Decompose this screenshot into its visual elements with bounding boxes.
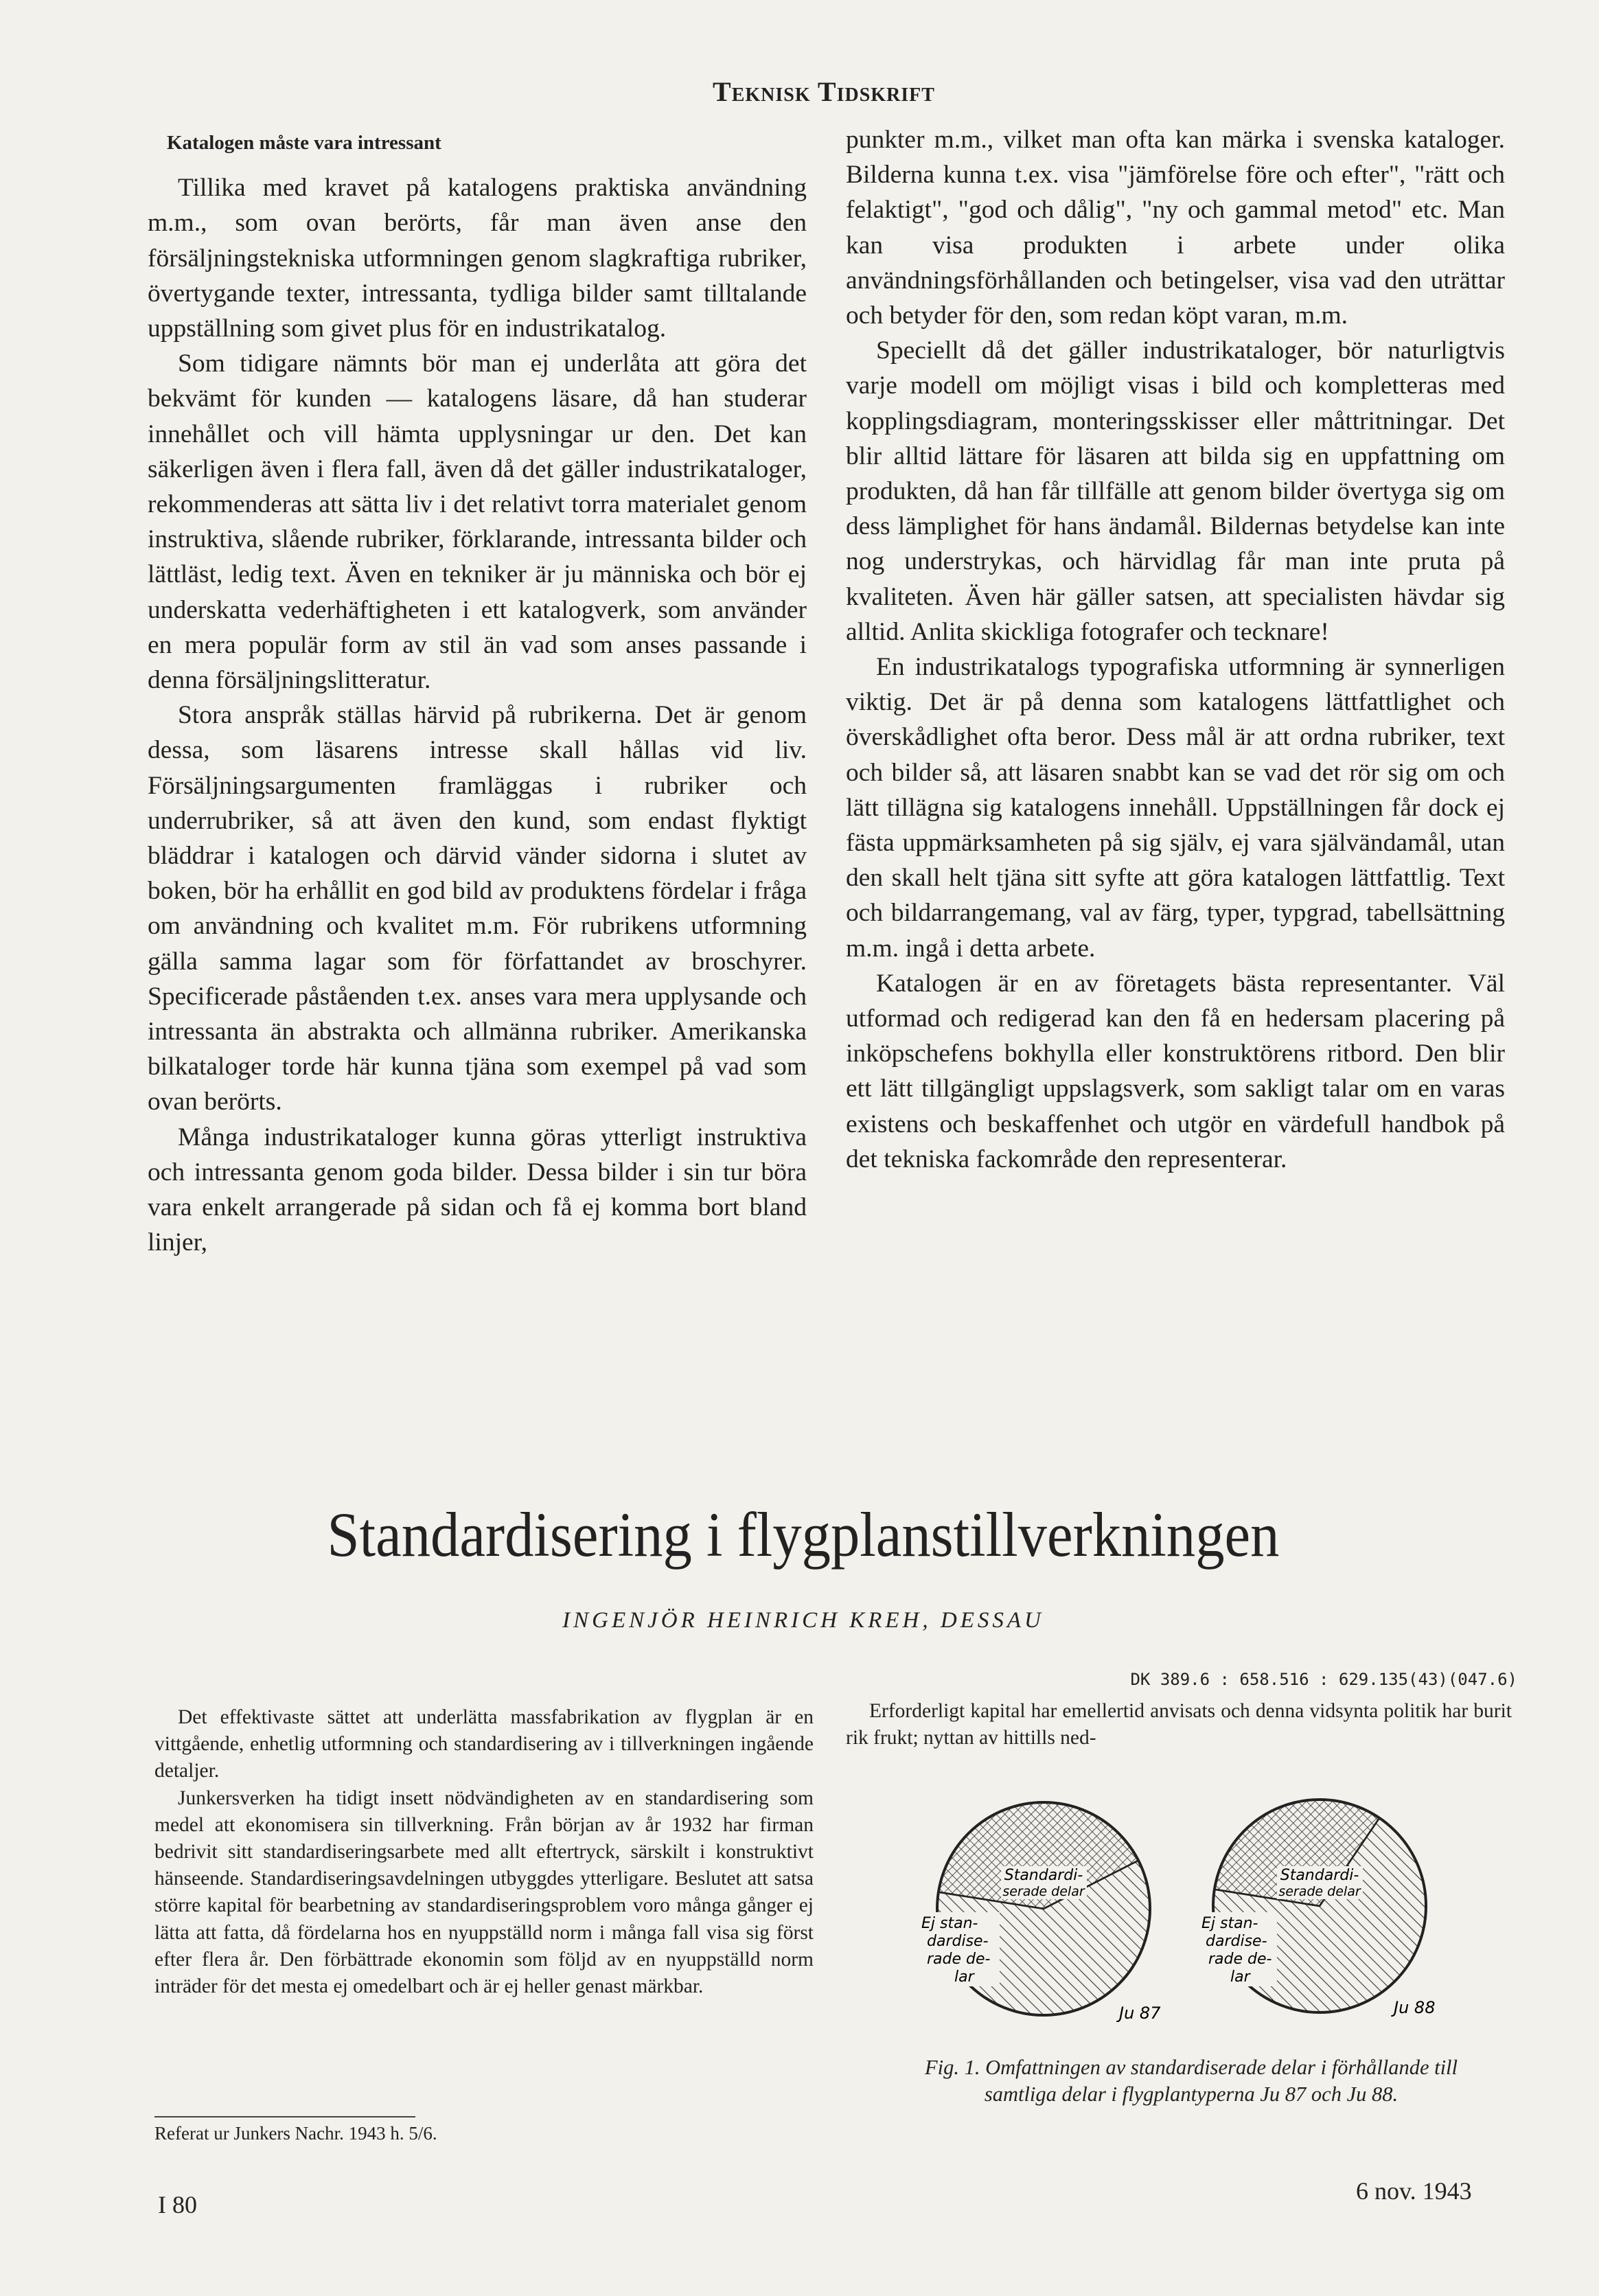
figure-pie-charts [913, 1792, 1504, 2032]
article-left-column [148, 126, 807, 1261]
article-right-column [846, 122, 1505, 1177]
section-subheading: Katalogen måste vara intressant [167, 132, 441, 154]
paragraph: Tillika med kravet på katalogens praktiska användning m.m., som ovan berörts, får man även anse den försäljningstekniska utformningen genom slagkraftiga rubriker, övertygande texter, intressanta, tydliga bilder samt tilltalande uppställning som givet plus för en industrikatalog. [148, 174, 807, 343]
running-title: Teknisk Tidskrift [713, 76, 935, 107]
dk-classification: DK 389.6 : 658.516 : 629.135(43)(047.6) [1130, 1670, 1517, 1689]
article-title: Standardisering i flygplanstillverkningen [327, 1500, 1280, 1570]
footnote: Referat ur Junkers Nachr. 1943 h. 5/6. [154, 2123, 437, 2144]
ej-label-line1: Ej stan- [921, 1915, 978, 1932]
paragraph: Som tidigare nämnts bör man ej underlåta att göra det bekvämt för kunden — katalogens läsare, då han studerar innehållet och vill hämta upplysningar ur den. Det kan säkerligen även i flera fall, även då det gäller industrikataloger, rekommenderas att sätta liv i det relativt torra materialet genom instruktiva, slående rubriker, förklarande, intressanta bilder och lättläst, ledig text. Även en tekniker är ju människa och bör ej underskatta vederhäftigheten i ett katalogverk, som använder en mera populär form av stil än vad som anses passande i denna försäljningslitteratur. [148, 349, 807, 695]
paragraph: punkter m.m., vilket man ofta kan märka i svenska kataloger. Bilderna kunna t.ex. visa "jämförelse före och efter", "rätt och felaktigt", "god och dålig", "ny och gammal metod" etc. Man kan visa produkten i arbete under olika användningsförhållanden och betingelser, visa vad den uträttar och betyder för den, som redan köpt varan, m.m. [846, 126, 1505, 330]
footnote-rule [154, 2116, 415, 2117]
paragraph: Speciellt då det gäller industrikataloger, bör naturligtvis varje modell om möjligt visas i bild och kompletteras med kopplingsdiagram, monteringsskisser eller måttritningar. Det blir alltid lättare för läsaren att bilda sig en uppfattning om produkten, då han får tillfälle att genom bilder övertyga sig om dess lämplighet för hans ändamål. Bildernas betydelse kan inte nog understrykas, och härvidlag får man inte pruta på kvaliteten. Även här gäller satsen, att specialisten hävdar sig alltid. Anlita skickliga fotografer och tecknare! [846, 336, 1505, 646]
ej-label-line1: Ej stan- [1201, 1915, 1258, 1932]
ej-label-line3: rade de- [1208, 1951, 1272, 1968]
article2-left-column [154, 1704, 814, 2000]
std-label-line2: serade delar [1002, 1884, 1085, 1899]
pie-label-ju88: Ju 88 [1394, 1998, 1436, 2017]
paragraph: Många industrikataloger kunna göras ytterligt instruktiva och intressanta genom goda bilder. Dessa bilder i sin tur böra vara enkelt arrangerade på sidan och få ej komma bort bland linjer, [148, 1123, 807, 1257]
paragraph: Erforderligt kapital har emellertid anvisats och denna vidsynta politik har burit rik frukt; nyttan av hittills ned- [846, 1700, 1512, 1749]
ej-label-line3: rade de- [927, 1951, 991, 1968]
std-label-line2: serade delar [1278, 1884, 1361, 1899]
std-label-line1: Standardi- [1280, 1867, 1359, 1884]
paragraph: Junkersverken ha tidigt insett nödvändigheten av en standardisering som medel att ekonomisera sin tillverkning. Från början av år 1932 har firman bedrivit sitt standardiseringsarbete med allt eftertryck, särskilt i konstruktivt hänseende. Standardiseringsavdelningen utbyggdes ytterligare. Beslutet att satsa större kapital för bearbetning av standardiseringsproblem voro många gånger ej lätta att fatta, då fördelarna hos en nyuppställd norm i många fall visa sig först efter flera år. Den förbättrade ekonomin som följd av en nyuppställd norm inträder för det mesta ej omedelbart och är ej heller genast märkbar. [154, 1787, 814, 1998]
ej-label-line2: dardise- [927, 1933, 989, 1950]
std-label-line1: Standardi- [1004, 1867, 1083, 1884]
ej-label-line4: lar [1230, 1968, 1250, 1986]
paragraph: Katalogen är en av företagets bästa representanter. Väl utformad och redigerad kan den få en hedersam placering på inköpschefens bokhylla eller konstruktörens ritbord. Den blir ett lätt tillgängligt uppslagsverk, som sakligt talar om en varas existens och beskaffenhet och utgör en värdefull handbok på det tekniska fackområde den representerar. [846, 969, 1505, 1173]
article-author: INGENJÖR HEINRICH KREH, DESSAU [562, 1608, 1044, 1633]
ej-label-line4: lar [954, 1968, 974, 1986]
ej-label-line2: dardise- [1206, 1933, 1267, 1950]
paragraph: En industrikatalogs typografiska utformning är synnerligen viktig. Det är på denna som katalogens lättfattlighet och överskådlighet ofta beror. Dess mål är att ordna rubriker, text och bilder så, att läsaren snabbt kan se vad det rör sig om och lätt tillägna sig katalogens innehåll. Uppställningen får dock ej fästa uppmärksamheten på sig själv, ej vara självändamål, utan den skall helt tjäna sitt syfte att göra katalogen lättfattlig. Text och bildarrangemang, val av färg, typer, typgrad, tabellsättning m.m. ingå i detta arbete. [846, 653, 1505, 963]
pie-label-ju87: Ju 87 [1119, 2004, 1161, 2023]
paragraph: Stora anspråk ställas härvid på rubrikerna. Det är genom dessa, som läsarens intresse skall hållas vid liv. Försäljningsargumenten framläggas i rubriker och underrubriker, så att även den kund, som endast flyktigt bläddrar i katalogen och därvid vänder sidorna i slutet av boken, bör ha erhållit en god bild av produktens fördelar i fråga om användning och kvalitet m.m. För rubrikens utformning gälla samma lagar som för författandet av broschyrer. Specificerade påståenden t.ex. anses vara mera upplysande och intressanta än abstrakta och allmänna rubriker. Amerikanska bilkataloger torde här kunna tjäna som exempel på vad som ovan berörts. [148, 701, 807, 1116]
page-number: I 80 [158, 2191, 197, 2218]
paragraph: Det effektivaste sättet att underlätta massfabrikation av flygplan är en vittgående, enhetlig utformning och standardisering av i tillverkningen ingående detaljer. [154, 1706, 814, 1782]
figure-caption: Fig. 1. Omfattningen av standardiserade delar i förhållande till samtliga delar i flygplantyperna Ju 87 och Ju 88. [924, 2056, 1458, 2106]
issue-date: 6 nov. 1943 [1356, 2177, 1472, 2205]
article2-right-column [846, 1698, 1512, 1752]
